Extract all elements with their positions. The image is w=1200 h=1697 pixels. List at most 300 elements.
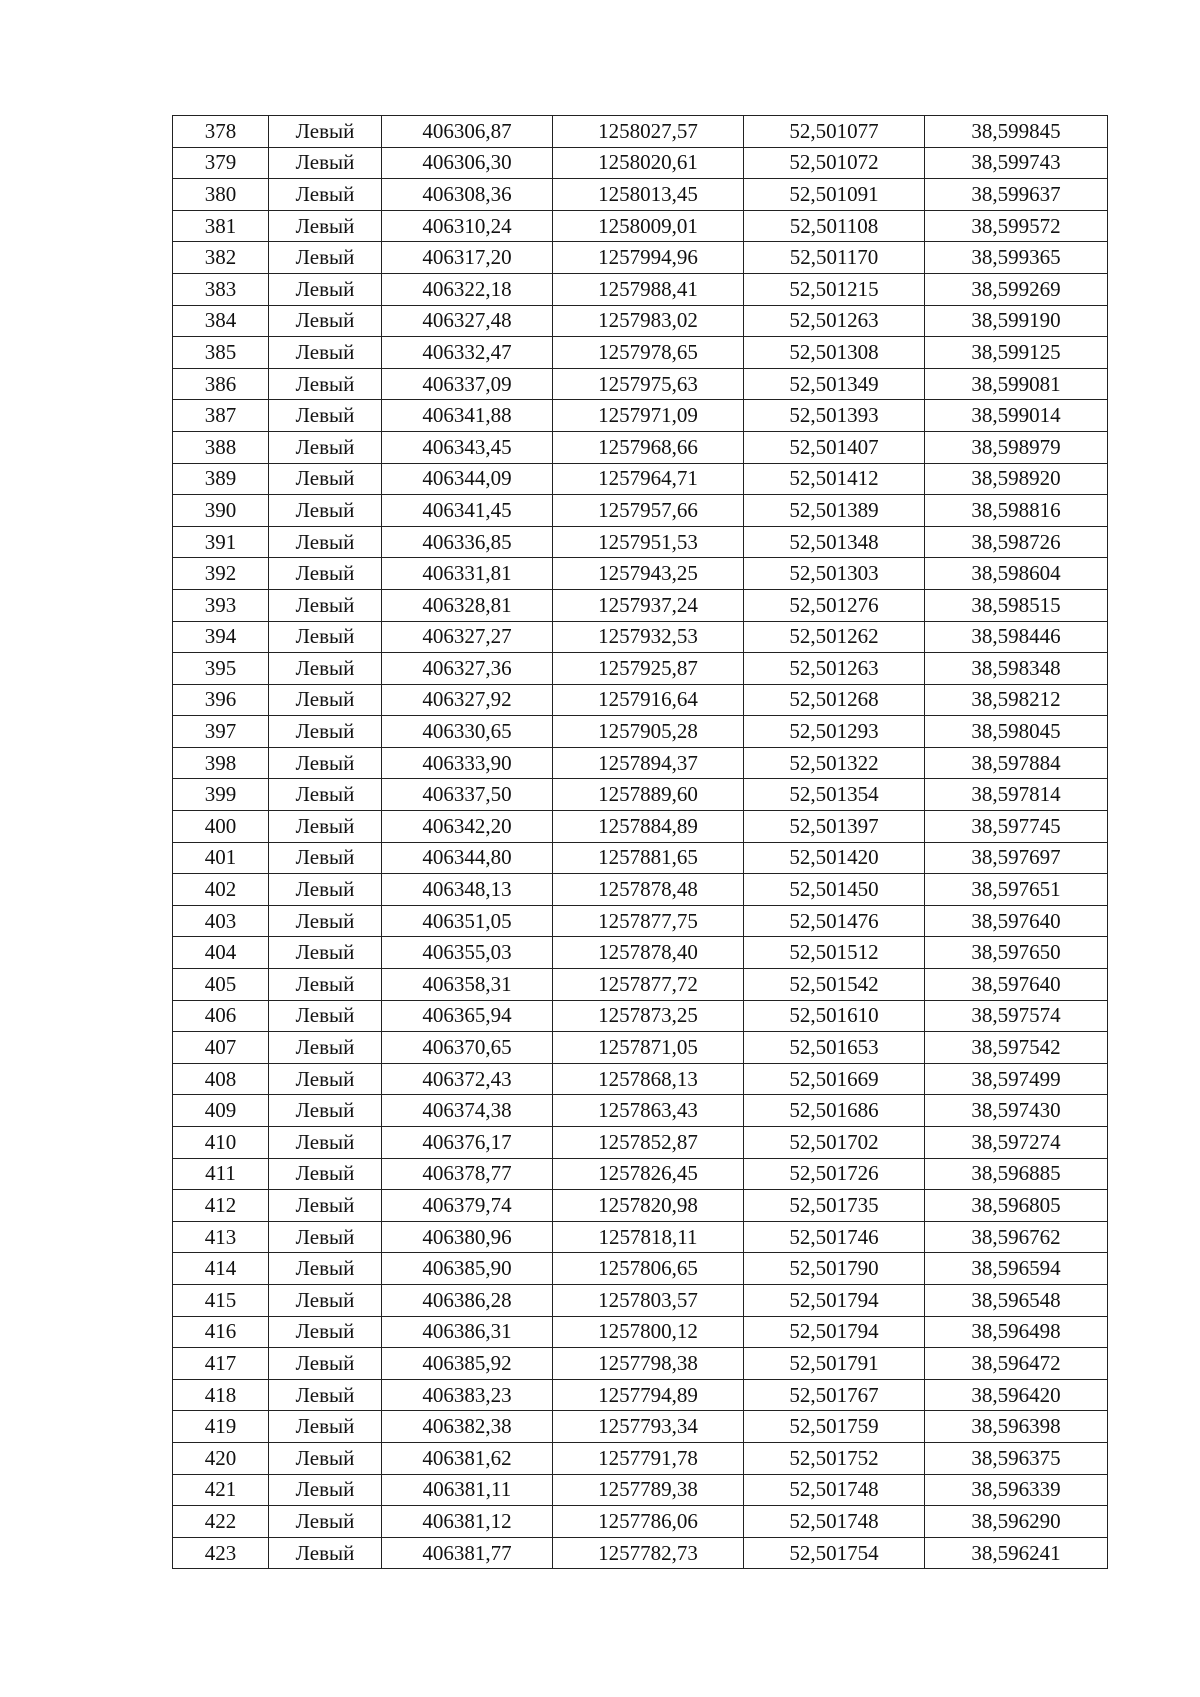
x-coordinate-cell: 406386,28	[382, 1284, 553, 1316]
table-row	[173, 1411, 1108, 1443]
latitude-cell: 52,501268	[744, 684, 925, 716]
longitude-cell: 38,599190	[925, 305, 1108, 337]
point-number-cell: 414	[173, 1253, 269, 1285]
side-cell: Левый	[269, 242, 382, 274]
y-coordinate-cell: 1257964,71	[553, 463, 744, 495]
side-cell: Левый	[269, 1221, 382, 1253]
y-coordinate-cell: 1257889,60	[553, 779, 744, 811]
point-number-cell: 385	[173, 337, 269, 369]
x-coordinate-cell: 406308,36	[382, 179, 553, 211]
y-coordinate-cell: 1257878,48	[553, 874, 744, 906]
latitude-cell: 52,501748	[744, 1474, 925, 1506]
latitude-cell: 52,501397	[744, 811, 925, 843]
point-number-cell: 411	[173, 1158, 269, 1190]
latitude-cell: 52,501794	[744, 1316, 925, 1348]
x-coordinate-cell: 406383,23	[382, 1379, 553, 1411]
side-cell: Левый	[269, 526, 382, 558]
y-coordinate-cell: 1257786,06	[553, 1506, 744, 1538]
x-coordinate-cell: 406344,09	[382, 463, 553, 495]
longitude-cell: 38,597640	[925, 905, 1108, 937]
y-coordinate-cell: 1257878,40	[553, 937, 744, 969]
latitude-cell: 52,501389	[744, 495, 925, 527]
table-row	[173, 842, 1108, 874]
side-cell: Левый	[269, 1032, 382, 1064]
latitude-cell: 52,501170	[744, 242, 925, 274]
x-coordinate-cell: 406310,24	[382, 210, 553, 242]
side-cell: Левый	[269, 1506, 382, 1538]
latitude-cell: 52,501653	[744, 1032, 925, 1064]
point-number-cell: 404	[173, 937, 269, 969]
y-coordinate-cell: 1257881,65	[553, 842, 744, 874]
point-number-cell: 417	[173, 1348, 269, 1380]
table-row	[173, 337, 1108, 369]
point-number-cell: 387	[173, 400, 269, 432]
point-number-cell: 401	[173, 842, 269, 874]
y-coordinate-cell: 1257806,65	[553, 1253, 744, 1285]
latitude-cell: 52,501263	[744, 653, 925, 685]
point-number-cell: 384	[173, 305, 269, 337]
y-coordinate-cell: 1257818,11	[553, 1221, 744, 1253]
latitude-cell: 52,501512	[744, 937, 925, 969]
table-row	[173, 1442, 1108, 1474]
y-coordinate-cell: 1257983,02	[553, 305, 744, 337]
latitude-cell: 52,501542	[744, 969, 925, 1001]
longitude-cell: 38,599845	[925, 116, 1108, 148]
table-row	[173, 653, 1108, 685]
side-cell: Левый	[269, 1379, 382, 1411]
point-number-cell: 412	[173, 1190, 269, 1222]
side-cell: Левый	[269, 210, 382, 242]
y-coordinate-cell: 1257884,89	[553, 811, 744, 843]
table-row	[173, 905, 1108, 937]
longitude-cell: 38,596375	[925, 1442, 1108, 1474]
latitude-cell: 52,501263	[744, 305, 925, 337]
longitude-cell: 38,598515	[925, 589, 1108, 621]
longitude-cell: 38,596805	[925, 1190, 1108, 1222]
longitude-cell: 38,598045	[925, 716, 1108, 748]
y-coordinate-cell: 1257798,38	[553, 1348, 744, 1380]
table-row	[173, 779, 1108, 811]
point-number-cell: 396	[173, 684, 269, 716]
longitude-cell: 38,598816	[925, 495, 1108, 527]
side-cell: Левый	[269, 842, 382, 874]
table-row	[173, 1316, 1108, 1348]
side-cell: Левый	[269, 1127, 382, 1159]
side-cell: Левый	[269, 779, 382, 811]
y-coordinate-cell: 1257978,65	[553, 337, 744, 369]
table-row	[173, 747, 1108, 779]
side-cell: Левый	[269, 1158, 382, 1190]
table-row	[173, 495, 1108, 527]
x-coordinate-cell: 406328,81	[382, 589, 553, 621]
latitude-cell: 52,501348	[744, 526, 925, 558]
coordinates-table-body	[173, 116, 1108, 1569]
point-number-cell: 394	[173, 621, 269, 653]
x-coordinate-cell: 406351,05	[382, 905, 553, 937]
longitude-cell: 38,598726	[925, 526, 1108, 558]
table-row	[173, 1379, 1108, 1411]
latitude-cell: 52,501072	[744, 147, 925, 179]
longitude-cell: 38,596472	[925, 1348, 1108, 1380]
latitude-cell: 52,501752	[744, 1442, 925, 1474]
table-row	[173, 558, 1108, 590]
longitude-cell: 38,597814	[925, 779, 1108, 811]
side-cell: Левый	[269, 1284, 382, 1316]
point-number-cell: 407	[173, 1032, 269, 1064]
longitude-cell: 38,596548	[925, 1284, 1108, 1316]
table-row	[173, 1537, 1108, 1569]
longitude-cell: 38,596398	[925, 1411, 1108, 1443]
latitude-cell: 52,501450	[744, 874, 925, 906]
y-coordinate-cell: 1257863,43	[553, 1095, 744, 1127]
latitude-cell: 52,501276	[744, 589, 925, 621]
latitude-cell: 52,501303	[744, 558, 925, 590]
longitude-cell: 38,597574	[925, 1000, 1108, 1032]
x-coordinate-cell: 406322,18	[382, 273, 553, 305]
y-coordinate-cell: 1257877,75	[553, 905, 744, 937]
table-row	[173, 526, 1108, 558]
latitude-cell: 52,501420	[744, 842, 925, 874]
point-number-cell: 406	[173, 1000, 269, 1032]
latitude-cell: 52,501393	[744, 400, 925, 432]
table-row	[173, 431, 1108, 463]
table-row	[173, 179, 1108, 211]
table-row	[173, 368, 1108, 400]
longitude-cell: 38,599014	[925, 400, 1108, 432]
x-coordinate-cell: 406382,38	[382, 1411, 553, 1443]
latitude-cell: 52,501791	[744, 1348, 925, 1380]
table-row	[173, 242, 1108, 274]
x-coordinate-cell: 406385,92	[382, 1348, 553, 1380]
point-number-cell: 415	[173, 1284, 269, 1316]
y-coordinate-cell: 1257794,89	[553, 1379, 744, 1411]
side-cell: Левый	[269, 1316, 382, 1348]
side-cell: Левый	[269, 179, 382, 211]
longitude-cell: 38,598604	[925, 558, 1108, 590]
point-number-cell: 398	[173, 747, 269, 779]
side-cell: Левый	[269, 1411, 382, 1443]
side-cell: Левый	[269, 937, 382, 969]
x-coordinate-cell: 406381,11	[382, 1474, 553, 1506]
x-coordinate-cell: 406385,90	[382, 1253, 553, 1285]
table-row	[173, 147, 1108, 179]
y-coordinate-cell: 1257916,64	[553, 684, 744, 716]
table-row	[173, 1032, 1108, 1064]
table-row	[173, 1253, 1108, 1285]
latitude-cell: 52,501077	[744, 116, 925, 148]
x-coordinate-cell: 406358,31	[382, 969, 553, 1001]
longitude-cell: 38,597274	[925, 1127, 1108, 1159]
latitude-cell: 52,501746	[744, 1221, 925, 1253]
x-coordinate-cell: 406370,65	[382, 1032, 553, 1064]
table-row	[173, 1221, 1108, 1253]
longitude-cell: 38,598446	[925, 621, 1108, 653]
y-coordinate-cell: 1257852,87	[553, 1127, 744, 1159]
latitude-cell: 52,501349	[744, 368, 925, 400]
x-coordinate-cell: 406374,38	[382, 1095, 553, 1127]
latitude-cell: 52,501610	[744, 1000, 925, 1032]
side-cell: Левый	[269, 621, 382, 653]
table-row	[173, 589, 1108, 621]
latitude-cell: 52,501748	[744, 1506, 925, 1538]
side-cell: Левый	[269, 589, 382, 621]
point-number-cell: 399	[173, 779, 269, 811]
side-cell: Левый	[269, 1190, 382, 1222]
side-cell: Левый	[269, 653, 382, 685]
y-coordinate-cell: 1257975,63	[553, 368, 744, 400]
y-coordinate-cell: 1258009,01	[553, 210, 744, 242]
point-number-cell: 422	[173, 1506, 269, 1538]
y-coordinate-cell: 1257782,73	[553, 1537, 744, 1569]
x-coordinate-cell: 406379,74	[382, 1190, 553, 1222]
y-coordinate-cell: 1257873,25	[553, 1000, 744, 1032]
y-coordinate-cell: 1257932,53	[553, 621, 744, 653]
latitude-cell: 52,501354	[744, 779, 925, 811]
longitude-cell: 38,599125	[925, 337, 1108, 369]
side-cell: Левый	[269, 905, 382, 937]
y-coordinate-cell: 1257905,28	[553, 716, 744, 748]
y-coordinate-cell: 1258027,57	[553, 116, 744, 148]
table-row	[173, 273, 1108, 305]
longitude-cell: 38,596420	[925, 1379, 1108, 1411]
side-cell: Левый	[269, 558, 382, 590]
x-coordinate-cell: 406306,87	[382, 116, 553, 148]
point-number-cell: 381	[173, 210, 269, 242]
latitude-cell: 52,501794	[744, 1284, 925, 1316]
table-row	[173, 463, 1108, 495]
point-number-cell: 386	[173, 368, 269, 400]
longitude-cell: 38,596594	[925, 1253, 1108, 1285]
longitude-cell: 38,597542	[925, 1032, 1108, 1064]
side-cell: Левый	[269, 1253, 382, 1285]
y-coordinate-cell: 1257894,37	[553, 747, 744, 779]
longitude-cell: 38,596290	[925, 1506, 1108, 1538]
point-number-cell: 421	[173, 1474, 269, 1506]
x-coordinate-cell: 406348,13	[382, 874, 553, 906]
point-number-cell: 382	[173, 242, 269, 274]
table-row	[173, 811, 1108, 843]
x-coordinate-cell: 406365,94	[382, 1000, 553, 1032]
longitude-cell: 38,597650	[925, 937, 1108, 969]
side-cell: Левый	[269, 1348, 382, 1380]
longitude-cell: 38,597499	[925, 1063, 1108, 1095]
x-coordinate-cell: 406306,30	[382, 147, 553, 179]
table-row	[173, 305, 1108, 337]
longitude-cell: 38,599572	[925, 210, 1108, 242]
side-cell: Левый	[269, 273, 382, 305]
table-row	[173, 210, 1108, 242]
point-number-cell: 389	[173, 463, 269, 495]
point-number-cell: 420	[173, 1442, 269, 1474]
side-cell: Левый	[269, 1063, 382, 1095]
point-number-cell: 379	[173, 147, 269, 179]
side-cell: Левый	[269, 495, 382, 527]
x-coordinate-cell: 406333,90	[382, 747, 553, 779]
table-row	[173, 1284, 1108, 1316]
longitude-cell: 38,598348	[925, 653, 1108, 685]
point-number-cell: 383	[173, 273, 269, 305]
x-coordinate-cell: 406342,20	[382, 811, 553, 843]
table-row	[173, 1348, 1108, 1380]
y-coordinate-cell: 1257793,34	[553, 1411, 744, 1443]
y-coordinate-cell: 1257868,13	[553, 1063, 744, 1095]
point-number-cell: 400	[173, 811, 269, 843]
table-row	[173, 1000, 1108, 1032]
x-coordinate-cell: 406386,31	[382, 1316, 553, 1348]
x-coordinate-cell: 406381,62	[382, 1442, 553, 1474]
point-number-cell: 391	[173, 526, 269, 558]
latitude-cell: 52,501407	[744, 431, 925, 463]
longitude-cell: 38,598920	[925, 463, 1108, 495]
longitude-cell: 38,596339	[925, 1474, 1108, 1506]
x-coordinate-cell: 406344,80	[382, 842, 553, 874]
table-row	[173, 621, 1108, 653]
y-coordinate-cell: 1257925,87	[553, 653, 744, 685]
longitude-cell: 38,596498	[925, 1316, 1108, 1348]
longitude-cell: 38,599743	[925, 147, 1108, 179]
y-coordinate-cell: 1258020,61	[553, 147, 744, 179]
latitude-cell: 52,501215	[744, 273, 925, 305]
longitude-cell: 38,598212	[925, 684, 1108, 716]
side-cell: Левый	[269, 1537, 382, 1569]
y-coordinate-cell: 1257803,57	[553, 1284, 744, 1316]
longitude-cell: 38,599637	[925, 179, 1108, 211]
point-number-cell: 388	[173, 431, 269, 463]
table-row	[173, 400, 1108, 432]
longitude-cell: 38,597640	[925, 969, 1108, 1001]
y-coordinate-cell: 1257951,53	[553, 526, 744, 558]
y-coordinate-cell: 1257800,12	[553, 1316, 744, 1348]
y-coordinate-cell: 1258013,45	[553, 179, 744, 211]
latitude-cell: 52,501108	[744, 210, 925, 242]
y-coordinate-cell: 1257971,09	[553, 400, 744, 432]
side-cell: Левый	[269, 431, 382, 463]
longitude-cell: 38,599081	[925, 368, 1108, 400]
y-coordinate-cell: 1257826,45	[553, 1158, 744, 1190]
x-coordinate-cell: 406331,81	[382, 558, 553, 590]
latitude-cell: 52,501293	[744, 716, 925, 748]
latitude-cell: 52,501412	[744, 463, 925, 495]
side-cell: Левый	[269, 684, 382, 716]
y-coordinate-cell: 1257937,24	[553, 589, 744, 621]
y-coordinate-cell: 1257968,66	[553, 431, 744, 463]
latitude-cell: 52,501669	[744, 1063, 925, 1095]
longitude-cell: 38,597745	[925, 811, 1108, 843]
y-coordinate-cell: 1257988,41	[553, 273, 744, 305]
point-number-cell: 416	[173, 1316, 269, 1348]
longitude-cell: 38,599365	[925, 242, 1108, 274]
point-number-cell: 413	[173, 1221, 269, 1253]
point-number-cell: 380	[173, 179, 269, 211]
x-coordinate-cell: 406355,03	[382, 937, 553, 969]
point-number-cell: 402	[173, 874, 269, 906]
latitude-cell: 52,501322	[744, 747, 925, 779]
longitude-cell: 38,597651	[925, 874, 1108, 906]
latitude-cell: 52,501702	[744, 1127, 925, 1159]
x-coordinate-cell: 406341,88	[382, 400, 553, 432]
longitude-cell: 38,596762	[925, 1221, 1108, 1253]
x-coordinate-cell: 406381,77	[382, 1537, 553, 1569]
x-coordinate-cell: 406378,77	[382, 1158, 553, 1190]
y-coordinate-cell: 1257871,05	[553, 1032, 744, 1064]
side-cell: Левый	[269, 1442, 382, 1474]
side-cell: Левый	[269, 463, 382, 495]
table-row	[173, 1158, 1108, 1190]
y-coordinate-cell: 1257877,72	[553, 969, 744, 1001]
longitude-cell: 38,597884	[925, 747, 1108, 779]
table-row	[173, 937, 1108, 969]
table-row	[173, 1127, 1108, 1159]
point-number-cell: 378	[173, 116, 269, 148]
longitude-cell: 38,598979	[925, 431, 1108, 463]
table-row	[173, 1474, 1108, 1506]
y-coordinate-cell: 1257820,98	[553, 1190, 744, 1222]
latitude-cell: 52,501726	[744, 1158, 925, 1190]
point-number-cell: 409	[173, 1095, 269, 1127]
table-row	[173, 684, 1108, 716]
side-cell: Левый	[269, 716, 382, 748]
x-coordinate-cell: 406336,85	[382, 526, 553, 558]
longitude-cell: 38,596885	[925, 1158, 1108, 1190]
y-coordinate-cell: 1257789,38	[553, 1474, 744, 1506]
longitude-cell: 38,599269	[925, 273, 1108, 305]
y-coordinate-cell: 1257994,96	[553, 242, 744, 274]
latitude-cell: 52,501308	[744, 337, 925, 369]
side-cell: Левый	[269, 305, 382, 337]
table-row	[173, 1506, 1108, 1538]
side-cell: Левый	[269, 811, 382, 843]
longitude-cell: 38,596241	[925, 1537, 1108, 1569]
y-coordinate-cell: 1257791,78	[553, 1442, 744, 1474]
side-cell: Левый	[269, 1000, 382, 1032]
x-coordinate-cell: 406380,96	[382, 1221, 553, 1253]
longitude-cell: 38,597430	[925, 1095, 1108, 1127]
side-cell: Левый	[269, 368, 382, 400]
point-number-cell: 390	[173, 495, 269, 527]
x-coordinate-cell: 406337,09	[382, 368, 553, 400]
latitude-cell: 52,501790	[744, 1253, 925, 1285]
coordinates-table	[172, 115, 1108, 1569]
latitude-cell: 52,501476	[744, 905, 925, 937]
x-coordinate-cell: 406381,12	[382, 1506, 553, 1538]
table-row	[173, 116, 1108, 148]
x-coordinate-cell: 406327,92	[382, 684, 553, 716]
x-coordinate-cell: 406341,45	[382, 495, 553, 527]
y-coordinate-cell: 1257943,25	[553, 558, 744, 590]
latitude-cell: 52,501767	[744, 1379, 925, 1411]
x-coordinate-cell: 406327,36	[382, 653, 553, 685]
point-number-cell: 405	[173, 969, 269, 1001]
x-coordinate-cell: 406337,50	[382, 779, 553, 811]
x-coordinate-cell: 406376,17	[382, 1127, 553, 1159]
x-coordinate-cell: 406372,43	[382, 1063, 553, 1095]
point-number-cell: 423	[173, 1537, 269, 1569]
side-cell: Левый	[269, 400, 382, 432]
point-number-cell: 392	[173, 558, 269, 590]
latitude-cell: 52,501735	[744, 1190, 925, 1222]
table-row	[173, 969, 1108, 1001]
x-coordinate-cell: 406332,47	[382, 337, 553, 369]
point-number-cell: 395	[173, 653, 269, 685]
side-cell: Левый	[269, 337, 382, 369]
point-number-cell: 418	[173, 1379, 269, 1411]
y-coordinate-cell: 1257957,66	[553, 495, 744, 527]
side-cell: Левый	[269, 1474, 382, 1506]
latitude-cell: 52,501262	[744, 621, 925, 653]
x-coordinate-cell: 406327,48	[382, 305, 553, 337]
table-row	[173, 874, 1108, 906]
side-cell: Левый	[269, 116, 382, 148]
